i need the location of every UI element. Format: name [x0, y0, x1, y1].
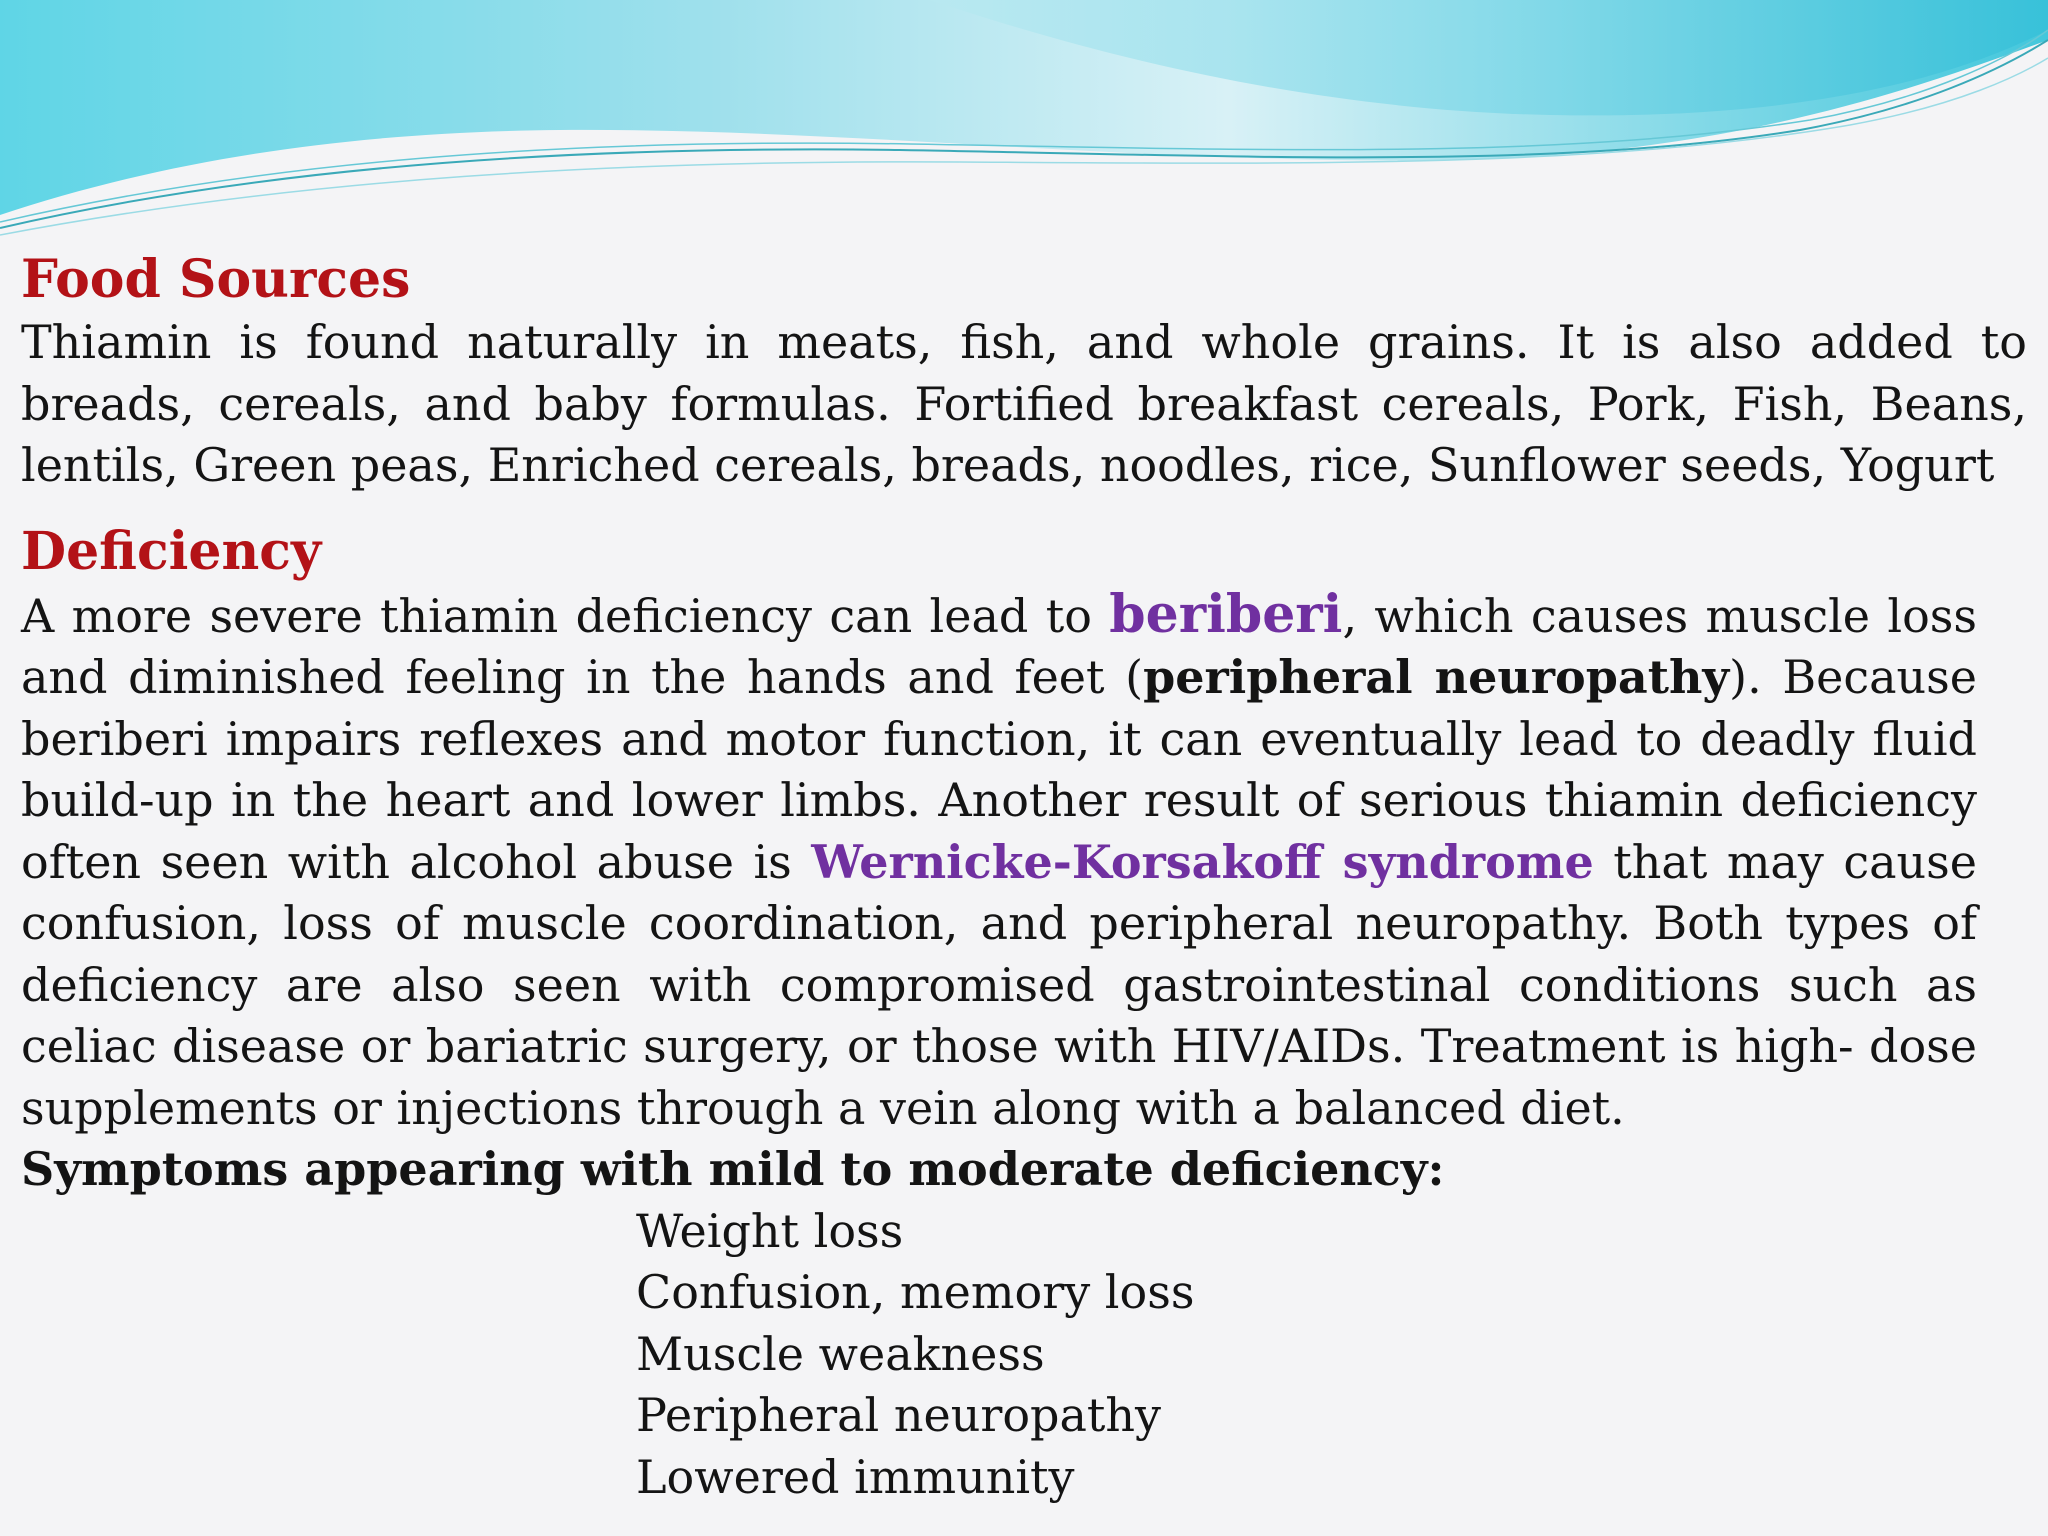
deficiency-text-1: A more severe thiamin deficiency can lead to: [21, 588, 1110, 643]
deficiency-text-3: ). Because beriberi impairs reflexes and motor function, it can eventually lead to deadly fluid build-up in the heart and lower limbs. Another result of serious thiamin deficiency often seen with alcohol abuse is: [21, 650, 1977, 889]
food-sources-heading: Food Sources: [21, 249, 411, 310]
decorative-wave-banner: [0, 0, 2048, 240]
food-sources-paragraph: Thiamin is found naturally in meats, fish, and whole grains. It is also added to breads, cereals, and baby formulas. Fortified breakfast cereals, Pork, Fish, Beans, lentils, Green peas, Enriched cereals, breads, noodles, rice, Sunflower seeds, Yogurt: [21, 315, 2027, 492]
deficiency-text-4: that may cause confusion, loss of muscle coordination, and peripheral neuropathy. Both types of deficiency are also seen with compromised gastrointestinal conditions such as celiac disease or bariatric surgery, or those with HIV/AIDs. Treatment is high- dose supplements or injections through a vein along with a balanced diet.: [21, 834, 1978, 1135]
wernicke-korsakoff-term: Wernicke-Korsakoff syndrome: [811, 834, 1594, 889]
symptom-item: Confusion, memory loss: [636, 1265, 1195, 1319]
symptom-item: Weight loss: [636, 1203, 904, 1258]
beriberi-term: beriberi: [1109, 583, 1343, 645]
symptom-item: Muscle weakness: [636, 1326, 1045, 1381]
deficiency-text-2: , which causes muscle loss and diminished feeling in the hands and feet (: [21, 588, 1977, 704]
symptom-item: Peripheral neuropathy: [636, 1388, 1161, 1442]
slide-content: [21, 248, 2027, 1508]
symptom-item: Lowered immunity: [636, 1449, 1075, 1504]
deficiency-paragraph: [21, 584, 1977, 1140]
symptom-list: [21, 1201, 2027, 1509]
peripheral-neuropathy-term: peripheral neuropathy: [1143, 650, 1730, 704]
deficiency-heading: Deficiency: [21, 520, 322, 582]
symptoms-heading: Symptoms appearing with mild to moderate deficiency:: [21, 1142, 1445, 1196]
